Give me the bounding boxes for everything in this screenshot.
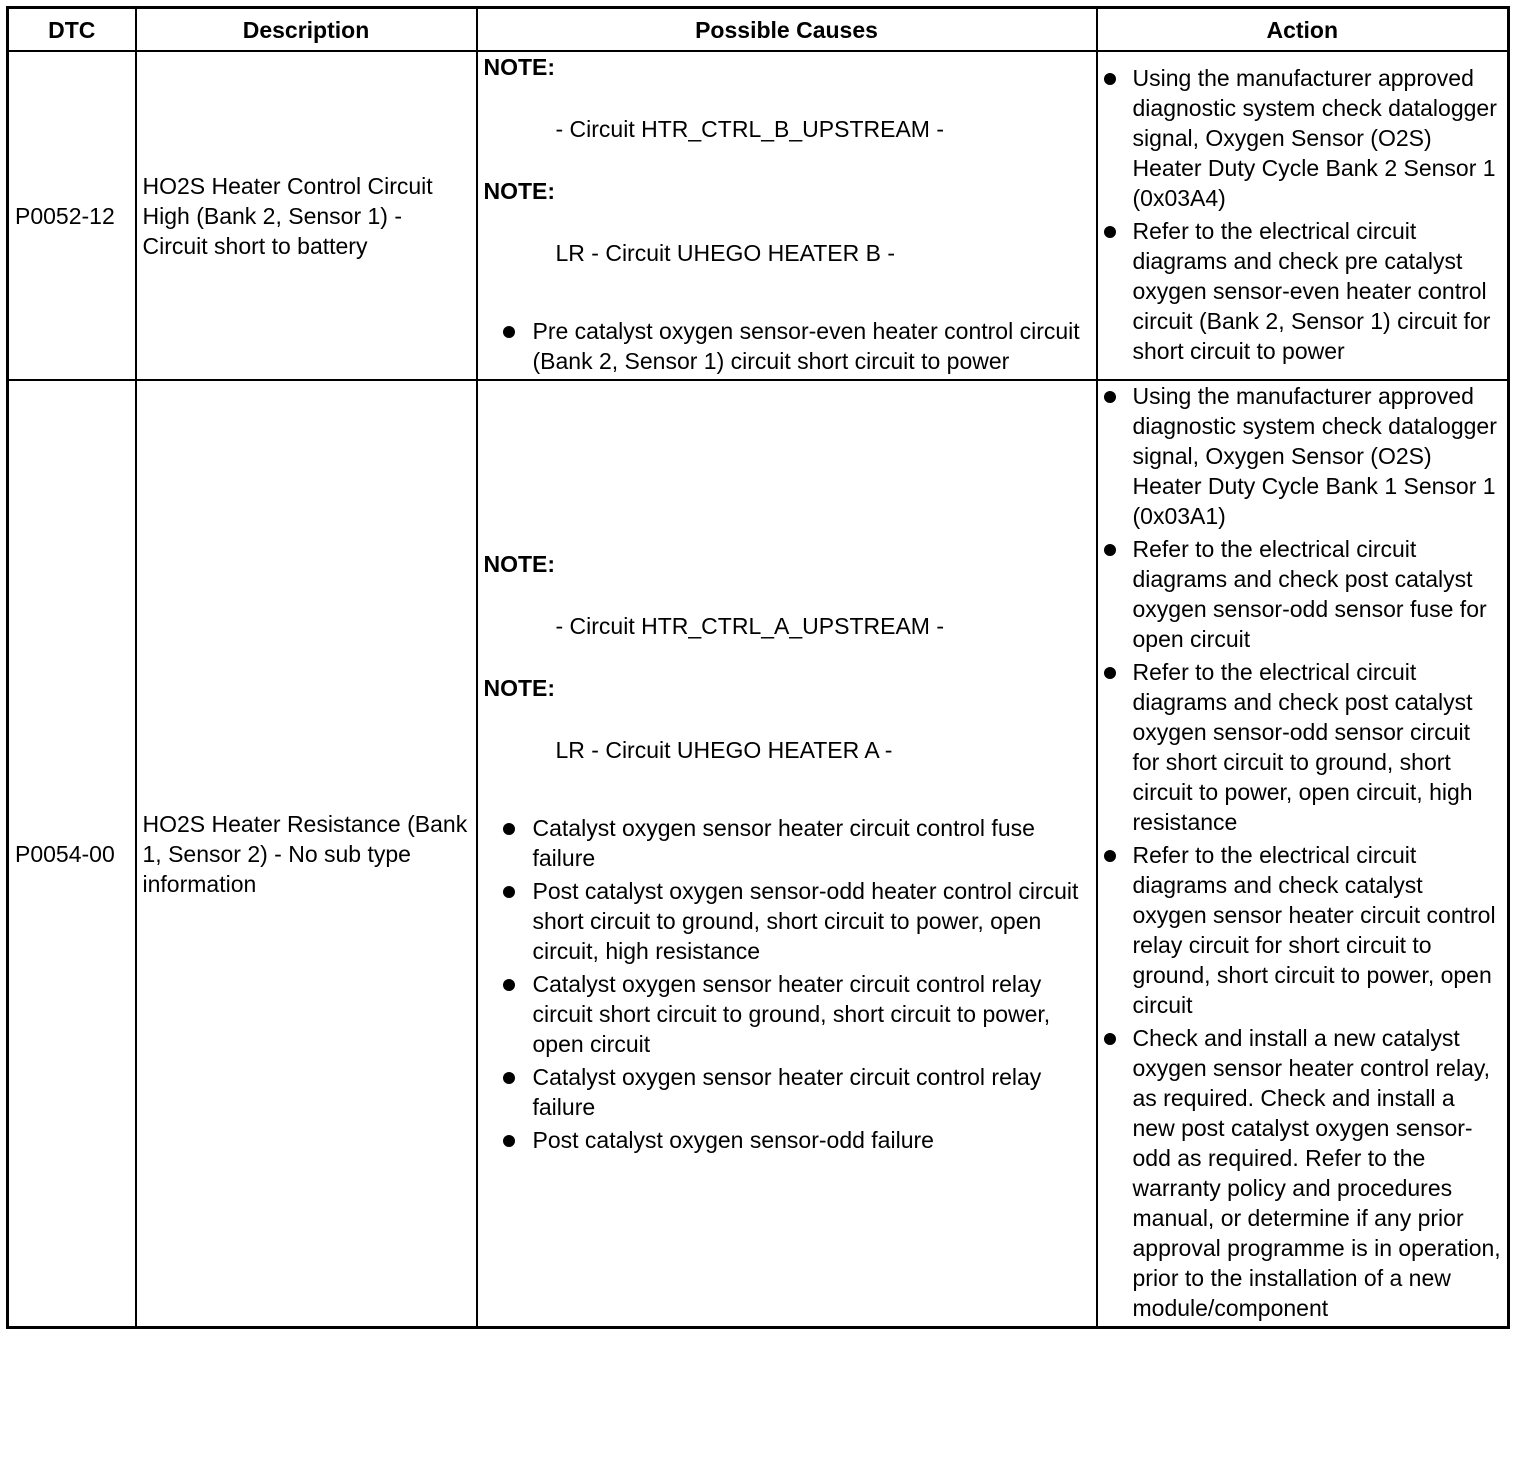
cause-item: Post catalyst oxygen sensor-odd failure — [484, 1125, 1090, 1155]
cause-item: Post catalyst oxygen sensor-odd heater control circuit short circuit to ground, short circuit to power, open circuit, high resistance — [484, 876, 1090, 966]
cause-item: Catalyst oxygen sensor heater circuit control fuse failure — [484, 813, 1090, 873]
header-dtc: DTC — [8, 8, 136, 52]
action-cell — [1097, 380, 1509, 1328]
note-label: NOTE: — [483, 178, 556, 204]
note-label: NOTE: — [483, 551, 556, 577]
action-item: Check and install a new catalyst oxygen sensor heater control relay, as required. Check and install a new post catalyst oxygen sensor-odd as required. Refer to the warranty policy and procedures manual, or determine if any prior approval programme is in operation, prior to the installation of a new module/component — [1104, 1023, 1502, 1323]
table-row — [8, 51, 1509, 380]
cause-item: Catalyst oxygen sensor heater circuit control relay failure — [484, 1062, 1090, 1122]
note-text: - Circuit HTR_CTRL_B_UPSTREAM - — [555, 116, 944, 142]
header-description: Description — [136, 8, 477, 52]
action-item: Using the manufacturer approved diagnostic system check datalogger signal, Oxygen Sensor (O2S) Heater Duty Cycle Bank 2 Sensor 1 (0x03A4) — [1104, 63, 1502, 213]
action-list — [1104, 63, 1502, 366]
cause-list — [484, 813, 1090, 1155]
dtc-code: P0052-12 — [8, 51, 136, 380]
action-item: Refer to the electrical circuit diagrams and check pre catalyst oxygen sensor-even heater control circuit (Bank 2, Sensor 1) circuit for short circuit to power — [1104, 216, 1502, 366]
note-label: NOTE: — [483, 675, 556, 701]
action-item: Refer to the electrical circuit diagrams and check catalyst oxygen sensor heater circuit control relay circuit for short circuit to ground, short circuit to power, open circuit — [1104, 840, 1502, 1020]
action-list — [1104, 381, 1502, 1323]
cause-item: Pre catalyst oxygen sensor-even heater control circuit (Bank 2, Sensor 1) circuit short circuit to power — [484, 316, 1090, 376]
note-text: LR - Circuit UHEGO HEATER A - — [555, 737, 893, 763]
header-row — [8, 8, 1509, 52]
dtc-description: HO2S Heater Resistance (Bank 1, Sensor 2) - No sub type information — [136, 380, 477, 1328]
action-cell — [1097, 51, 1509, 380]
cause-item: Catalyst oxygen sensor heater circuit control relay circuit short circuit to ground, short circuit to power, open circuit — [484, 969, 1090, 1059]
action-item: Refer to the electrical circuit diagrams and check post catalyst oxygen sensor-odd sensor circuit for short circuit to ground, short circuit to power, open circuit, high resistance — [1104, 657, 1502, 837]
header-action: Action — [1097, 8, 1509, 52]
possible-causes-cell — [477, 51, 1097, 380]
possible-causes-cell — [477, 380, 1097, 1328]
table-row — [8, 380, 1509, 1328]
note-text: - Circuit HTR_CTRL_A_UPSTREAM - — [555, 613, 944, 639]
note-label: NOTE: — [483, 54, 556, 80]
dtc-table — [6, 6, 1510, 1329]
action-item: Using the manufacturer approved diagnostic system check datalogger signal, Oxygen Sensor (O2S) Heater Duty Cycle Bank 1 Sensor 1 (0x03A1) — [1104, 381, 1502, 531]
dtc-description: HO2S Heater Control Circuit High (Bank 2, Sensor 1) - Circuit short to battery — [136, 51, 477, 380]
header-possible-causes: Possible Causes — [477, 8, 1097, 52]
dtc-code: P0054-00 — [8, 380, 136, 1328]
note-text: LR - Circuit UHEGO HEATER B - — [555, 240, 895, 266]
cause-list — [484, 316, 1090, 376]
action-item: Refer to the electrical circuit diagrams and check post catalyst oxygen sensor-odd sensor fuse for open circuit — [1104, 534, 1502, 654]
